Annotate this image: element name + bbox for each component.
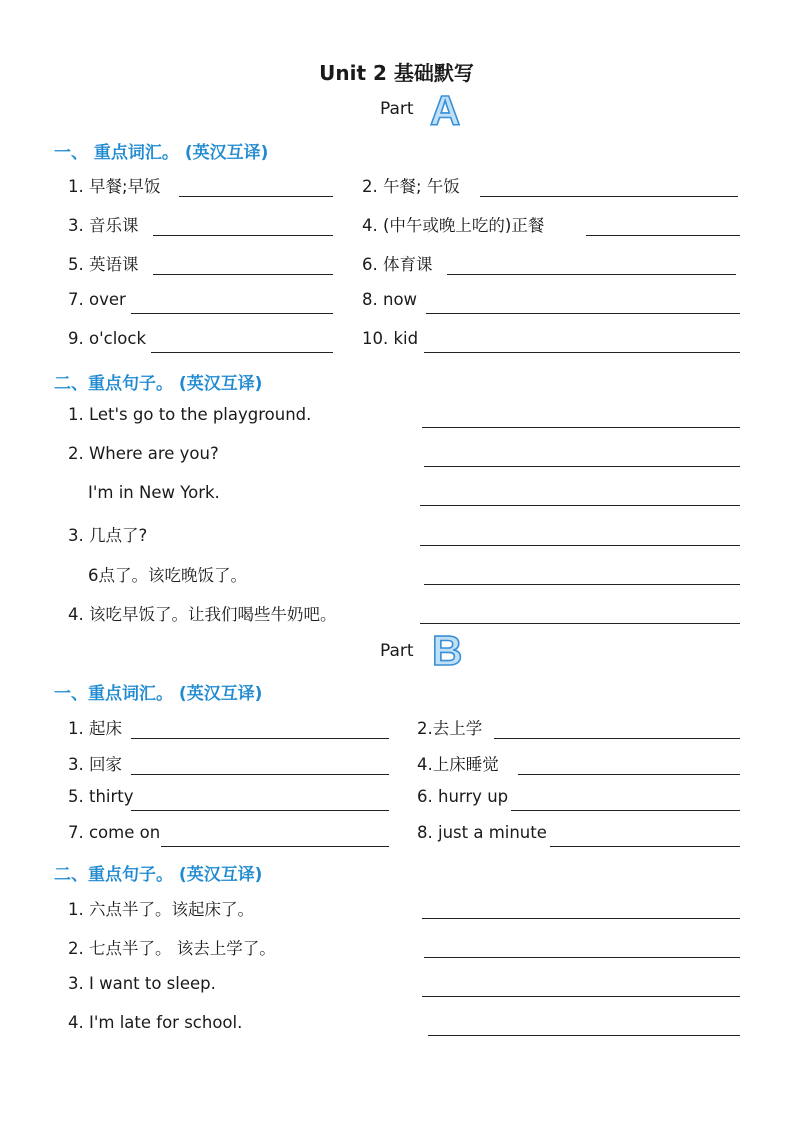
sentence-item: 4. I'm late for school. (68, 1013, 243, 1032)
answer-line[interactable] (422, 996, 740, 997)
vocab-item: 1. 早餐;早饭 (68, 177, 161, 196)
answer-line[interactable] (447, 274, 736, 275)
vocab-item: 7. come on (68, 823, 161, 842)
vocab-item: 8. now (362, 290, 418, 309)
vocab-item: 2. 午餐; 午饭 (362, 177, 460, 196)
answer-line[interactable] (161, 846, 389, 847)
vocab-item: 1. 起床 (68, 719, 122, 738)
part-b-label: Part (380, 641, 414, 661)
vocab-item: 3. 回家 (68, 755, 122, 774)
part-b-vocab-heading: 一、重点词汇。 (英汉互译) (54, 684, 263, 704)
page-title: Unit 2 基础默写 (319, 61, 474, 85)
sentence-item: I'm in New York. (88, 483, 220, 502)
answer-line[interactable] (422, 427, 740, 428)
part-b-letter: B (432, 627, 463, 674)
part-a-sentence-heading: 二、重点句子。 (英汉互译) (54, 374, 263, 394)
answer-line[interactable] (131, 313, 333, 314)
answer-line[interactable] (151, 352, 333, 353)
answer-line[interactable] (586, 235, 740, 236)
answer-line[interactable] (131, 738, 389, 739)
part-a-label: Part (380, 99, 414, 119)
vocab-item: 8. just a minute (417, 823, 547, 842)
sentence-item: 6点了。该吃晚饭了。 (88, 566, 247, 585)
sentence-item: 2. 七点半了。 该去上学了。 (68, 939, 276, 958)
answer-line[interactable] (494, 738, 740, 739)
answer-line[interactable] (420, 623, 740, 624)
vocab-item: 6. 体育课 (362, 255, 433, 274)
answer-line[interactable] (424, 957, 740, 958)
vocab-item: 5. 英语课 (68, 255, 139, 274)
vocab-item: 7. over (68, 290, 126, 309)
part-b-sentence-heading: 二、重点句子。 (英汉互译) (54, 865, 263, 885)
answer-line[interactable] (179, 196, 333, 197)
vocab-item: 4.上床睡觉 (417, 755, 499, 774)
answer-line[interactable] (518, 774, 740, 775)
answer-line[interactable] (153, 274, 333, 275)
answer-line[interactable] (422, 918, 740, 919)
vocab-item: 10. kid (362, 329, 419, 348)
answer-line[interactable] (420, 545, 740, 546)
answer-line[interactable] (480, 196, 738, 197)
answer-line[interactable] (550, 846, 740, 847)
vocab-item: 3. 音乐课 (68, 216, 139, 235)
answer-line[interactable] (420, 505, 740, 506)
vocab-item: 4. (中午或晚上吃的)正餐 (362, 216, 545, 235)
part-a-vocab-heading: 一、 重点词汇。 (英汉互译) (54, 143, 269, 163)
answer-line[interactable] (424, 466, 740, 467)
vocab-item: 9. o'clock (68, 329, 146, 348)
part-a-letter: A (430, 87, 461, 134)
answer-line[interactable] (131, 774, 389, 775)
answer-line[interactable] (131, 810, 389, 811)
sentence-item: 3. I want to sleep. (68, 974, 216, 993)
sentence-item: 2. Where are you? (68, 444, 219, 463)
answer-line[interactable] (153, 235, 333, 236)
vocab-item: 6. hurry up (417, 787, 509, 806)
answer-line[interactable] (424, 584, 740, 585)
vocab-item: 2.去上学 (417, 719, 483, 738)
sentence-item: 4. 该吃早饭了。让我们喝些牛奶吧。 (68, 605, 337, 624)
answer-line[interactable] (424, 352, 740, 353)
vocab-item: 5. thirty (68, 787, 134, 806)
sentence-item: 3. 几点了? (68, 526, 148, 545)
answer-line[interactable] (426, 313, 740, 314)
sentence-item: 1. 六点半了。该起床了。 (68, 900, 254, 919)
sentence-item: 1. Let's go to the playground. (68, 405, 312, 424)
answer-line[interactable] (428, 1035, 740, 1036)
answer-line[interactable] (511, 810, 740, 811)
